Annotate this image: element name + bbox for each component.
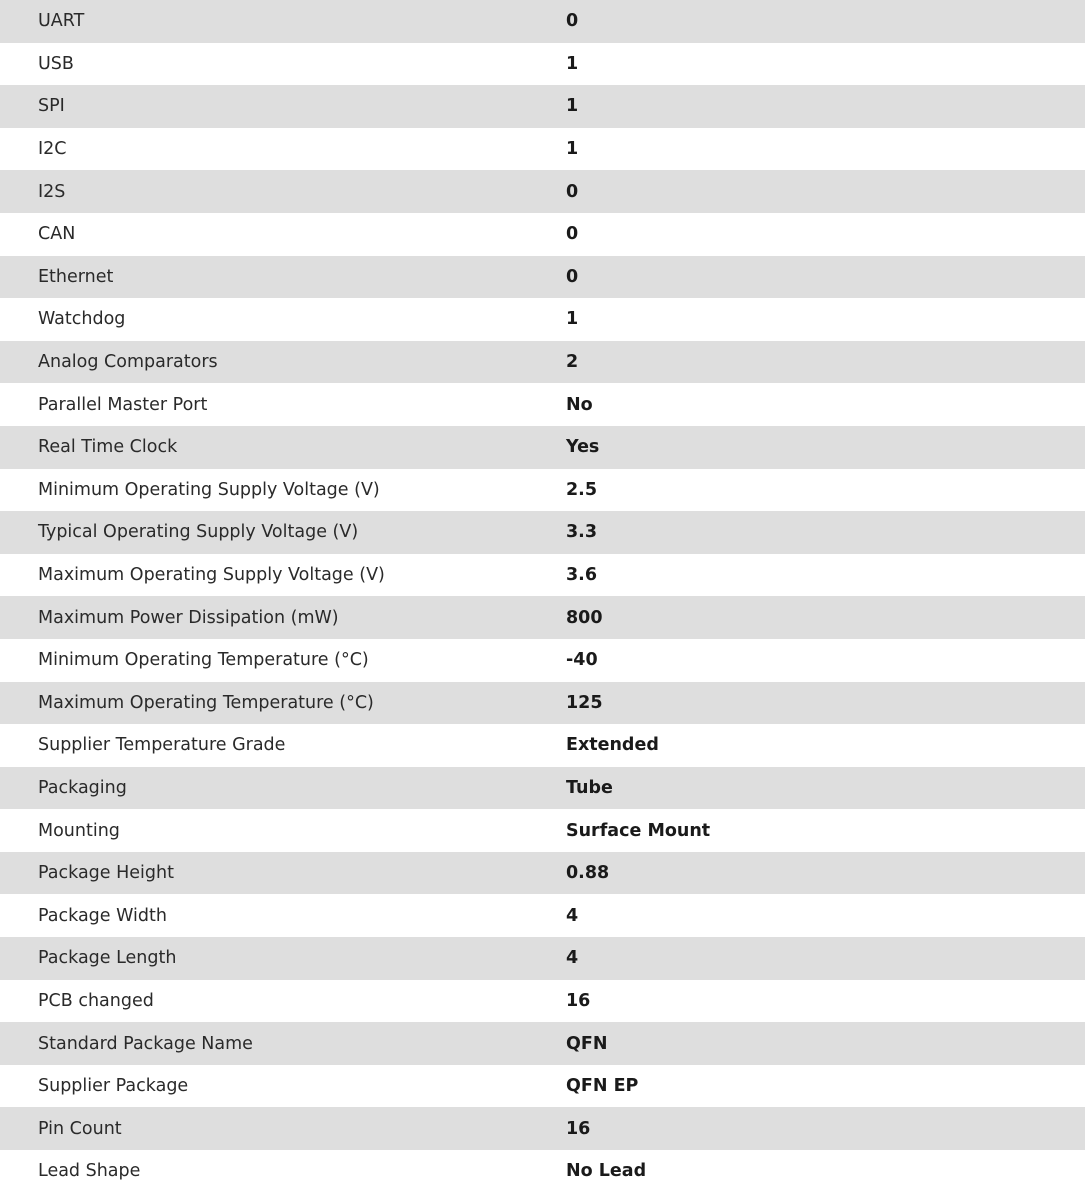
spec-row-pin-count bbox=[0, 1107, 1085, 1150]
spec-label: Maximum Power Dissipation (mW) bbox=[38, 607, 339, 628]
spec-value: 3.3 bbox=[566, 522, 598, 543]
spec-label: Watchdog bbox=[38, 309, 126, 330]
spec-label: UART bbox=[38, 11, 85, 32]
spec-label: I2S bbox=[38, 181, 66, 202]
spec-value: 0 bbox=[566, 11, 579, 32]
spec-value: 0.88 bbox=[566, 863, 610, 884]
spec-value: Yes bbox=[566, 437, 600, 458]
spec-row-uart bbox=[0, 0, 1085, 43]
spec-value: 1 bbox=[566, 309, 579, 330]
spec-label: Minimum Operating Temperature (°C) bbox=[38, 650, 369, 671]
spec-value: Tube bbox=[566, 777, 613, 798]
spec-row-min-operating-temp bbox=[0, 639, 1085, 682]
spec-value: 0 bbox=[566, 266, 579, 287]
spec-row-packaging bbox=[0, 767, 1085, 810]
spec-value: 0 bbox=[566, 181, 579, 202]
spec-label: USB bbox=[38, 53, 74, 74]
spec-row-can bbox=[0, 213, 1085, 256]
spec-row-watchdog bbox=[0, 298, 1085, 341]
spec-value: 3.6 bbox=[566, 565, 598, 586]
spec-label: Maximum Operating Supply Voltage (V) bbox=[38, 565, 385, 586]
spec-value: 1 bbox=[566, 139, 579, 160]
spec-value: QFN EP bbox=[566, 1076, 639, 1097]
spec-row-standard-package-name bbox=[0, 1022, 1085, 1065]
spec-row-i2s bbox=[0, 170, 1085, 213]
spec-value: Extended bbox=[566, 735, 659, 756]
spec-label: Supplier Temperature Grade bbox=[38, 735, 286, 756]
spec-value: No Lead bbox=[566, 1161, 647, 1182]
spec-label: Parallel Master Port bbox=[38, 394, 208, 415]
spec-row-usb bbox=[0, 43, 1085, 86]
spec-label: Real Time Clock bbox=[38, 437, 178, 458]
spec-value: 1 bbox=[566, 53, 579, 74]
spec-row-package-length bbox=[0, 937, 1085, 980]
spec-row-ethernet bbox=[0, 256, 1085, 299]
spec-row-temperature-grade bbox=[0, 724, 1085, 767]
spec-label: Packaging bbox=[38, 777, 127, 798]
spec-value: 2 bbox=[566, 352, 579, 373]
spec-value: 4 bbox=[566, 905, 579, 926]
spec-value: 2.5 bbox=[566, 479, 598, 500]
spec-value: 800 bbox=[566, 607, 603, 628]
spec-label: Package Length bbox=[38, 948, 177, 969]
spec-row-max-power-dissipation bbox=[0, 596, 1085, 639]
spec-value: -40 bbox=[566, 650, 598, 671]
spec-value: No bbox=[566, 394, 593, 415]
spec-row-spi bbox=[0, 85, 1085, 128]
spec-label: Ethernet bbox=[38, 266, 114, 287]
spec-row-analog-comparators bbox=[0, 341, 1085, 384]
spec-value: 125 bbox=[566, 692, 603, 713]
spec-value: 16 bbox=[566, 1118, 591, 1139]
spec-row-supplier-package bbox=[0, 1065, 1085, 1108]
spec-value: 4 bbox=[566, 948, 579, 969]
spec-row-max-operating-temp bbox=[0, 682, 1085, 725]
spec-row-real-time-clock bbox=[0, 426, 1085, 469]
spec-value: 1 bbox=[566, 96, 579, 117]
spec-label: Package Height bbox=[38, 863, 174, 884]
spec-label: Package Width bbox=[38, 905, 167, 926]
spec-value: QFN bbox=[566, 1033, 608, 1054]
spec-label: Typical Operating Supply Voltage (V) bbox=[38, 522, 359, 543]
spec-label: PCB changed bbox=[38, 990, 154, 1011]
spec-label: I2C bbox=[38, 139, 67, 160]
spec-label: Analog Comparators bbox=[38, 352, 218, 373]
spec-value: 0 bbox=[566, 224, 579, 245]
spec-label: SPI bbox=[38, 96, 65, 117]
spec-label: Lead Shape bbox=[38, 1161, 141, 1182]
spec-row-parallel-master-port bbox=[0, 383, 1085, 426]
spec-label: CAN bbox=[38, 224, 76, 245]
spec-row-package-height bbox=[0, 852, 1085, 895]
spec-row-max-supply-voltage bbox=[0, 554, 1085, 597]
spec-row-i2c bbox=[0, 128, 1085, 171]
spec-row-pcb-changed bbox=[0, 980, 1085, 1023]
spec-row-package-width bbox=[0, 894, 1085, 937]
spec-label: Standard Package Name bbox=[38, 1033, 253, 1054]
spec-label: Maximum Operating Temperature (°C) bbox=[38, 692, 374, 713]
spec-label: Pin Count bbox=[38, 1118, 122, 1139]
spec-label: Supplier Package bbox=[38, 1076, 189, 1097]
spec-value: 16 bbox=[566, 990, 591, 1011]
spec-row-typ-supply-voltage bbox=[0, 511, 1085, 554]
spec-value: Surface Mount bbox=[566, 820, 711, 841]
spec-row-min-supply-voltage bbox=[0, 469, 1085, 512]
spec-row-mounting bbox=[0, 809, 1085, 852]
spec-label: Minimum Operating Supply Voltage (V) bbox=[38, 479, 380, 500]
spec-label: Mounting bbox=[38, 820, 120, 841]
spec-row-lead-shape bbox=[0, 1150, 1085, 1193]
